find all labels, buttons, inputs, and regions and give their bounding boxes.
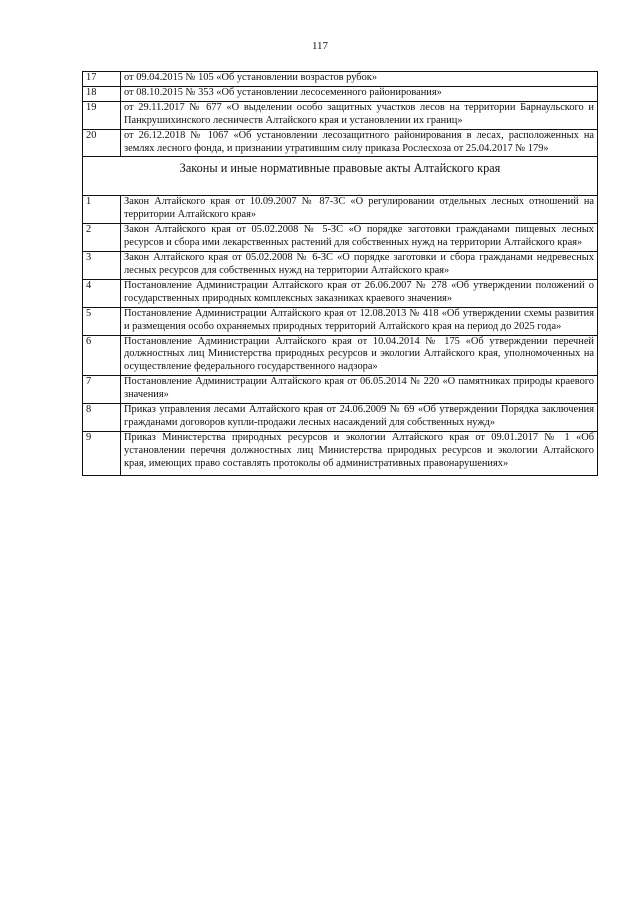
section-heading: Законы и иные нормативные правовые акты Алтайского края <box>83 157 598 196</box>
act-description: Закон Алтайского края от 05.02.2008 № 5-ЗС «О порядке заготовки гражданами пищевых лесных ресурсов и сбора ими лекарственных растений для собственных нужд на территории Алтайского края» <box>121 224 598 252</box>
table-row <box>83 307 598 335</box>
act-description: Приказ управления лесами Алтайского края от 24.06.2009 № 69 «Об утверждении Порядка заключения гражданами договоров купли-продажи лесных насаждений для собственных нужд» <box>121 404 598 432</box>
act-description: Закон Алтайского края от 05.02.2008 № 6-ЗС «О порядке заготовки и сбора гражданами недревесных лесных ресурсов для собственных нужд на территории Алтайского края» <box>121 252 598 280</box>
legal-acts-table <box>82 71 598 476</box>
row-number: 20 <box>83 129 121 157</box>
table-row <box>83 129 598 157</box>
table-row <box>83 224 598 252</box>
act-description: от 08.10.2015 № 353 «Об установлении лесосеменного районирования» <box>121 86 598 101</box>
row-number: 1 <box>83 196 121 224</box>
table-row <box>83 196 598 224</box>
act-description: от 09.04.2015 № 105 «Об установлении возрастов рубок» <box>121 72 598 87</box>
table-row <box>83 72 598 87</box>
table-row <box>83 431 598 475</box>
act-description: Постановление Администрации Алтайского края от 12.08.2013 № 418 «Об утверждении схемы развития и размещения особо охраняемых природных территорий Алтайского края на период до 2025 года» <box>121 307 598 335</box>
row-number: 9 <box>83 431 121 475</box>
row-number: 5 <box>83 307 121 335</box>
table-row <box>83 335 598 376</box>
page-number: 117 <box>311 40 329 52</box>
row-number: 4 <box>83 279 121 307</box>
act-description: Закон Алтайского края от 10.09.2007 № 87-ЗС «О регулировании отдельных лесных отношений на территории Алтайского края» <box>121 196 598 224</box>
table-row <box>83 279 598 307</box>
table-row <box>83 252 598 280</box>
table-row <box>83 86 598 101</box>
table-row <box>83 376 598 404</box>
act-description: от 29.11.2017 № 677 «О выделении особо защитных участков лесов на территории Барнаульского и Панкрушихинского лесничеств Алтайского края и установлении их границ» <box>121 101 598 129</box>
row-number: 18 <box>83 86 121 101</box>
act-description: Постановление Администрации Алтайского края от 10.04.2014 № 175 «Об утверждении перечней должностных лиц Министерства природных ресурсов и экологии Алтайского края, уполномоченных на осуществление федерального государственного надзора» <box>121 335 598 376</box>
act-description: Постановление Администрации Алтайского края от 06.05.2014 № 220 «О памятниках природы краевого значения» <box>121 376 598 404</box>
row-number: 2 <box>83 224 121 252</box>
table-row <box>83 404 598 432</box>
section-heading-row <box>83 157 598 196</box>
row-number: 19 <box>83 101 121 129</box>
act-description: Приказ Министерства природных ресурсов и экологии Алтайского края от 09.01.2017 № 1 «Об установлении перечня должностных лиц Министерства природных ресурсов и экологии Алтайского края, имеющих право составлять протоколы об административных правонарушениях» <box>121 431 598 475</box>
row-number: 6 <box>83 335 121 376</box>
row-number: 7 <box>83 376 121 404</box>
row-number: 17 <box>83 72 121 87</box>
row-number: 8 <box>83 404 121 432</box>
act-description: от 26.12.2018 № 1067 «Об установлении лесозащитного районирования в лесах, расположенных на землях лесного фонда, и признании утратившим силу приказа Рослесхоза от 25.04.2017 № 179» <box>121 129 598 157</box>
row-number: 3 <box>83 252 121 280</box>
act-description: Постановление Администрации Алтайского края от 26.06.2007 № 278 «Об утверждении положений о государственных природных комплексных заказниках краевого значения» <box>121 279 598 307</box>
table-row <box>83 101 598 129</box>
